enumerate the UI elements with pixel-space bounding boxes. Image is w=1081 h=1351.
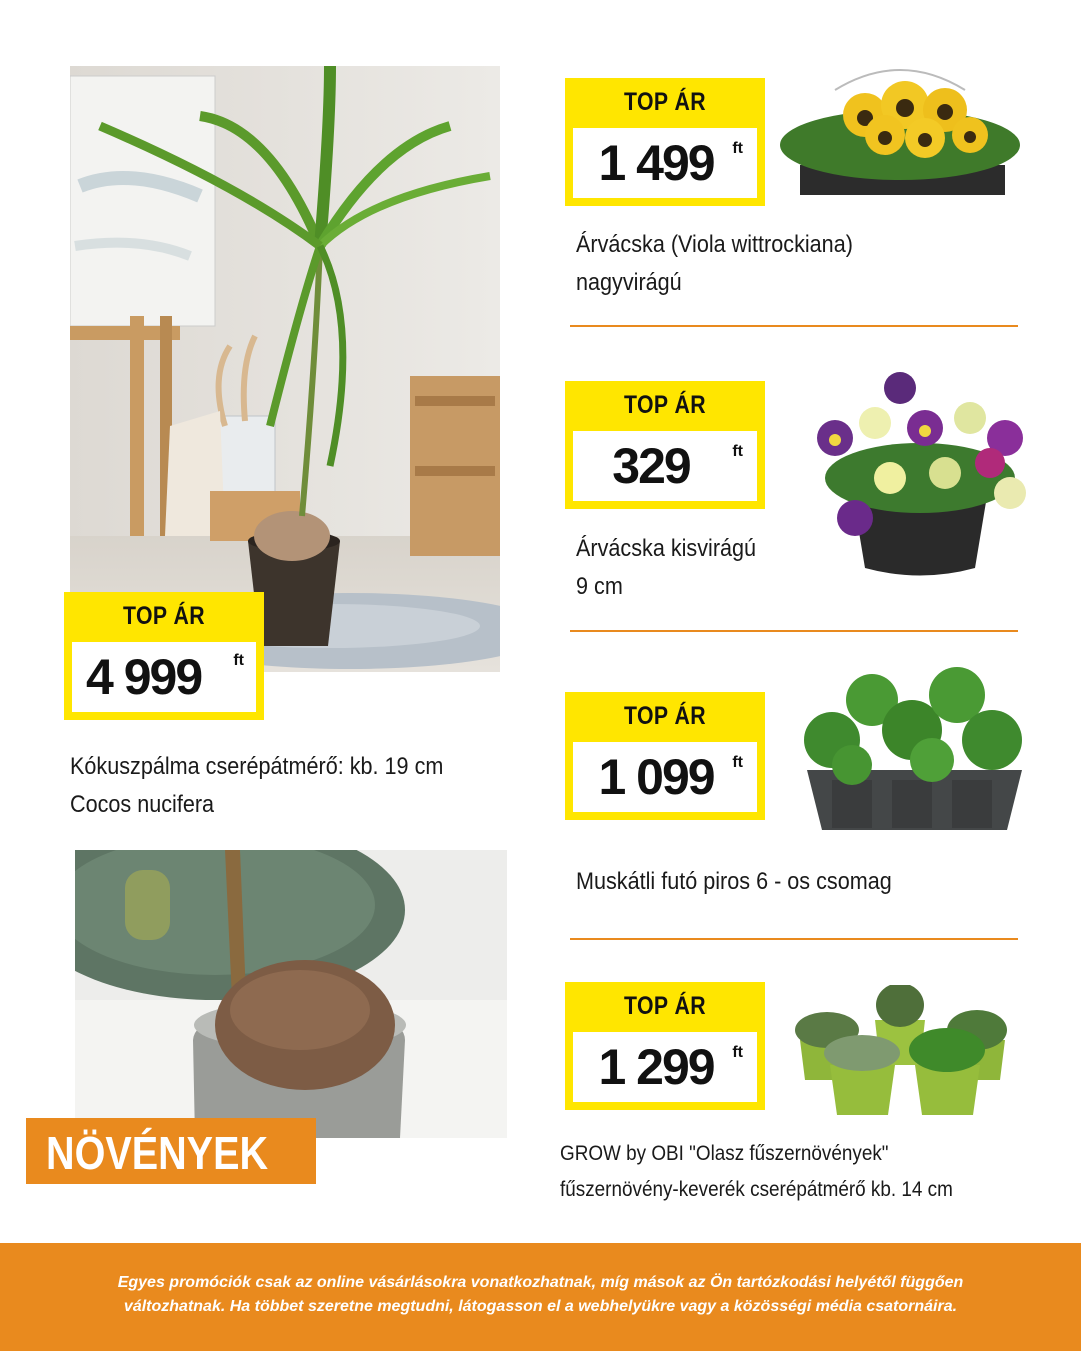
product-desc-coconut-palm [70,748,443,824]
desc-line: Árvácska kisvirágú [576,535,757,562]
pansy-small-photo [795,368,1045,578]
coconut-palm-photo [70,66,500,672]
pansy-large-photo [775,60,1025,200]
price-box [72,642,256,712]
price-tag-label: TOP ÁR [623,391,707,419]
footer-line: Egyes promóciók csak az online vásárlásokra vonatkozhatnak, míg mások az Ön tartózkodási helyétől függően [117,1274,964,1291]
price-tag-pansy-large [565,78,765,206]
price-tag-label: TOP ÁR [623,702,707,730]
price-tag-pansy-small [565,381,765,509]
product-desc-pansy-large [576,226,853,302]
price-box [573,128,757,198]
desc-line: Muskátli futó piros 6 - os csomag [576,868,892,895]
product-desc-pansy-small [576,530,756,606]
price-tag-label: TOP ÁR [122,602,206,630]
price-currency: ft [233,652,244,669]
price-box [573,742,757,812]
herbs-photo [780,985,1020,1125]
desc-line: nagyvirágú [576,269,682,296]
price-currency: ft [732,754,743,771]
price-currency: ft [732,443,743,460]
desc-line: Árvácska (Viola wittrockiana) [576,231,853,258]
price-currency: ft [732,1044,743,1061]
product-desc-geranium [576,863,892,901]
coconut-closeup-photo [75,850,507,1138]
footer-disclaimer [0,1243,1081,1351]
desc-line: GROW by OBI "Olasz fűszernövények" [560,1142,889,1165]
price-box [573,1032,757,1102]
desc-line: Kókuszpálma cserépátmérő: kb. 19 cm [70,753,444,780]
price-tag-label: TOP ÁR [623,88,707,116]
price-value: 329 [612,438,690,494]
desc-line: Cocos nucifera [70,791,215,818]
section-title-banner [26,1118,316,1184]
price-value: 4 999 [86,649,202,705]
desc-line: fűszernövény-keverék cserépátmérő kb. 14 cm [560,1178,953,1201]
price-value: 1 499 [598,135,714,191]
section-title: NÖVÉNYEK [46,1127,269,1179]
price-box [573,431,757,501]
product-desc-herbs [560,1136,953,1208]
price-tag-herbs [565,982,765,1110]
divider [570,938,1018,940]
price-value: 1 099 [598,749,714,805]
geranium-photo [792,660,1037,835]
divider [570,325,1018,327]
price-currency: ft [732,140,743,157]
footer-line: változhatnak. Ha többet szeretne megtudni, látogasson el a webhelyükre vagy a közösségi média csatornáira. [123,1298,958,1315]
divider [570,630,1018,632]
price-tag-geranium [565,692,765,820]
price-tag-label: TOP ÁR [623,992,707,1020]
price-tag-coconut-palm [64,592,264,720]
price-value: 1 299 [598,1039,714,1095]
footer-text [40,1271,1041,1319]
desc-line: 9 cm [576,573,623,600]
